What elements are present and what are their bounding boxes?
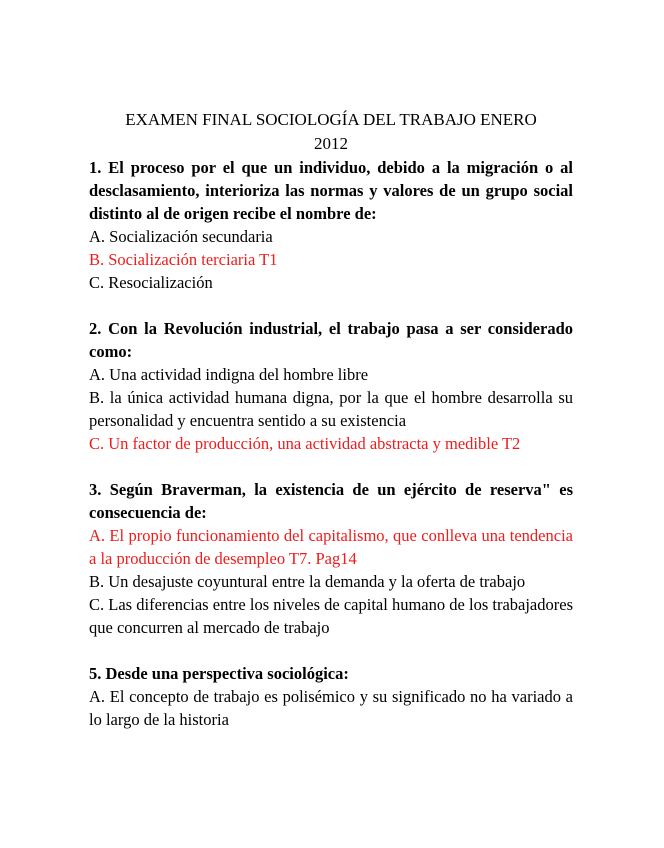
question-block-2 [89,317,573,455]
spacer [89,455,573,478]
question-text: 5. Desde una perspectiva sociológica: [89,664,349,683]
option-a-correct: A. El propio funcionamiento del capitalismo, que conlleva una tendencia a la producción de desempleo T7. Pag14 [89,526,573,568]
exam-title-line-2: 2012 [314,134,348,153]
option-b-correct: B. Socialización terciaria T1 [89,250,278,269]
exam-page [89,108,573,731]
option-b: B. Un desajuste coyuntural entre la demanda y la oferta de trabajo [89,572,526,591]
spacer [89,294,573,317]
exam-title-line-1: EXAMEN FINAL SOCIOLOGÍA DEL TRABAJO ENERO [125,110,537,129]
option-a: A. Socialización secundaria [89,227,273,246]
question-text: 1. El proceso por el que un individuo, debido a la migración o al desclasamiento, interioriza las normas y valores de un grupo social distinto al de origen recibe el nombre de: [89,158,573,223]
question-text: 2. Con la Revolución industrial, el trabajo pasa a ser considerado como: [89,319,573,361]
spacer [89,639,573,662]
option-b: B. la única actividad humana digna, por la que el hombre desarrolla su personalidad y encuentra sentido a su existencia [89,388,573,430]
option-a: A. Una actividad indigna del hombre libre [89,365,369,384]
option-c: C. Resocialización [89,273,213,292]
question-block-1 [89,156,573,294]
question-block-3 [89,478,573,639]
option-a: A. El concepto de trabajo es polisémico y su significado no ha variado a lo largo de la historia [89,687,573,729]
question-text: 3. Según Braverman, la existencia de un ejército de reserva" es consecuencia de: [89,480,573,522]
question-block-5 [89,662,573,731]
option-c-correct: C. Un factor de producción, una actividad abstracta y medible T2 [89,434,521,453]
option-c: C. Las diferencias entre los niveles de capital humano de los trabajadores que concurren al mercado de trabajo [89,595,573,637]
